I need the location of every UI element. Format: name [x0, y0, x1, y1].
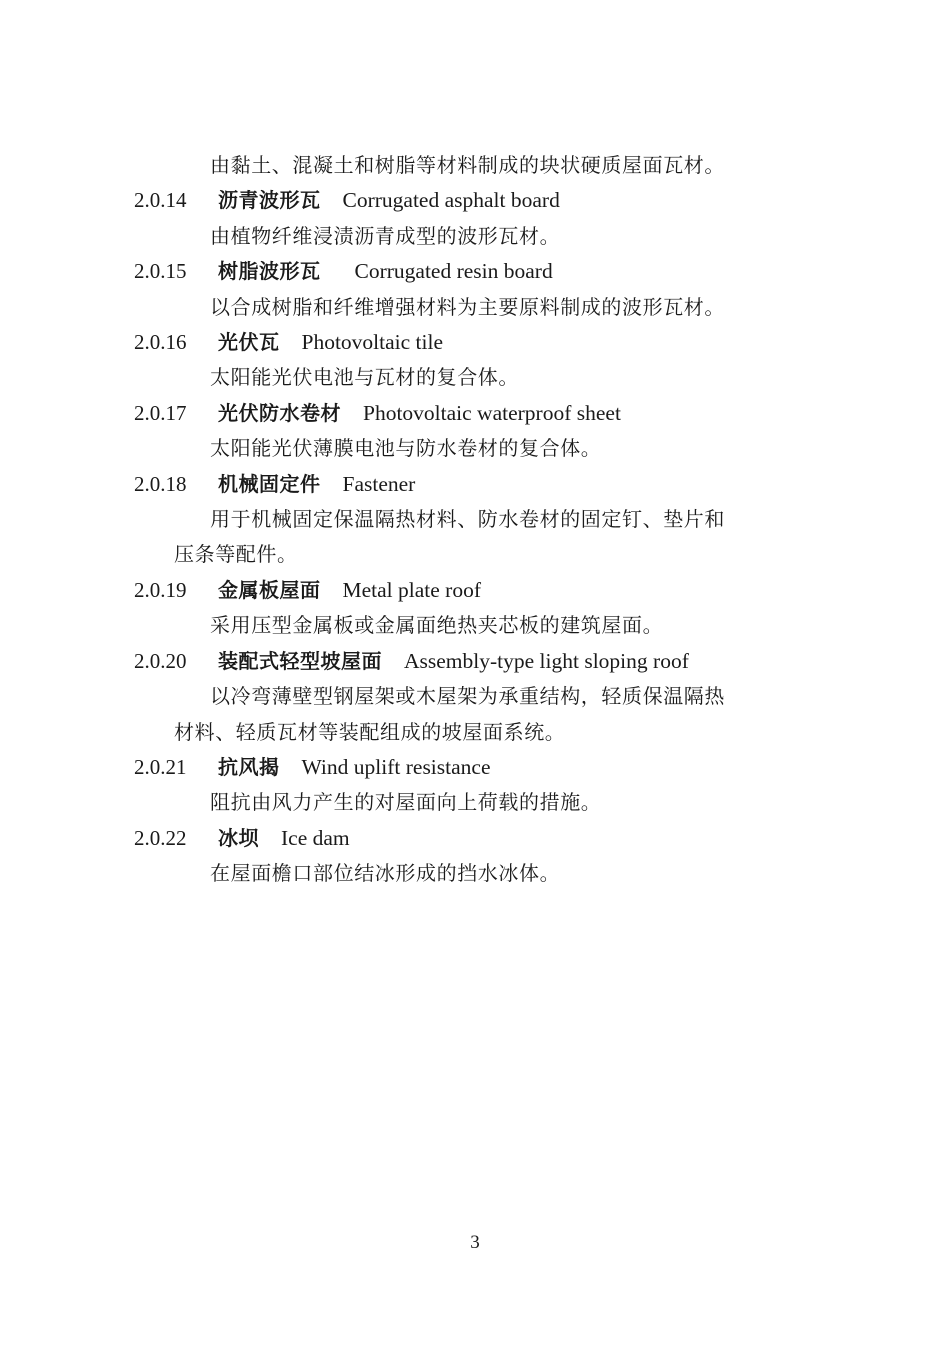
term-heading: [134, 396, 824, 431]
term-english: Photovoltaic tile: [301, 330, 444, 355]
term-definition: 以合成树脂和纤维增强材料为主要原料制成的波形瓦材。: [210, 294, 725, 319]
term-english: Ice dam: [281, 825, 350, 850]
term-definition: 采用压型金属板或金属面绝热夹芯板的建筑屋面。: [210, 613, 664, 638]
term-english: Corrugated asphalt board: [342, 188, 560, 213]
term-number: 2.0.15: [134, 259, 187, 284]
term-english: Wind uplift resistance: [301, 754, 491, 779]
term-chinese: 光伏瓦: [218, 330, 280, 355]
term-heading: [134, 467, 824, 502]
term-number: 2.0.14: [134, 188, 187, 213]
term-number: 2.0.22: [134, 825, 187, 850]
term-heading: [134, 254, 824, 289]
term-number: 2.0.20: [134, 648, 187, 673]
term-definition: 在屋面檐口部位结冰形成的挡水冰体。: [210, 861, 561, 886]
term-definition: 太阳能光伏薄膜电池与防水卷材的复合体。: [210, 436, 602, 461]
term-english: Fastener: [342, 471, 416, 496]
term-english: Corrugated resin board: [354, 259, 553, 284]
term-number: 2.0.21: [134, 754, 187, 779]
term-heading: [134, 750, 824, 785]
term-chinese: 抗风揭: [218, 754, 280, 779]
term-number: 2.0.16: [134, 330, 187, 355]
term-heading: [134, 325, 824, 360]
term-definition-continued: 材料、轻质瓦材等装配组成的坡屋面系统。: [174, 719, 566, 744]
term-definition: 由植物纤维浸渍沥青成型的波形瓦材。: [210, 223, 561, 248]
term-definition-continued: 压条等配件。: [174, 542, 298, 567]
page-number: 3: [470, 1232, 480, 1253]
term-chinese: 机械固定件: [218, 471, 321, 496]
term-definition: 太阳能光伏电池与瓦材的复合体。: [210, 365, 519, 390]
term-definition: 阻抗由风力产生的对屋面向上荷载的措施。: [210, 790, 602, 815]
term-chinese: 金属板屋面: [218, 577, 321, 602]
term-number: 2.0.17: [134, 400, 187, 425]
term-chinese: 冰坝: [218, 825, 259, 850]
term-chinese: 装配式轻型坡屋面: [218, 648, 382, 673]
continued-definition-line: 由黏土、混凝土和树脂等材料制成的块状硬质屋面瓦材。: [210, 153, 725, 177]
term-english: Assembly-type light sloping roof: [404, 648, 689, 673]
term-definition: 用于机械固定保温隔热材料、防水卷材的固定钉、垫片和: [210, 507, 725, 532]
term-number: 2.0.18: [134, 471, 187, 496]
term-number: 2.0.19: [134, 577, 187, 602]
term-chinese: 沥青波形瓦: [218, 188, 321, 213]
term-definition: 以冷弯薄壁型钢屋架或木屋架为承重结构，轻质保温隔热: [210, 684, 725, 709]
term-english: Metal plate roof: [342, 577, 482, 602]
term-chinese: 树脂波形瓦: [218, 259, 321, 284]
term-chinese: 光伏防水卷材: [218, 400, 341, 425]
term-heading: [134, 573, 824, 608]
term-heading: [134, 183, 824, 218]
term-heading: [134, 644, 824, 679]
term-heading: [134, 821, 824, 856]
terms-section: [134, 148, 824, 892]
term-english: Photovoltaic waterproof sheet: [363, 400, 621, 425]
